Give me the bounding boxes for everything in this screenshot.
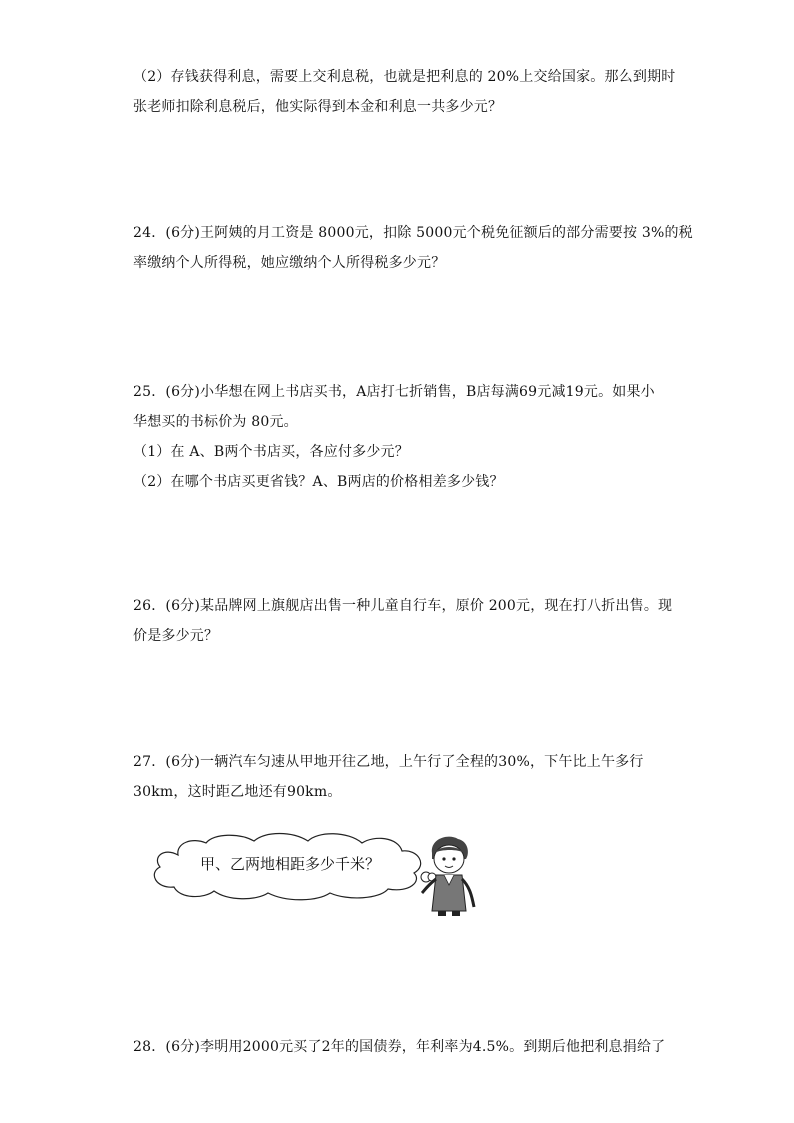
question-text-line: 26．(6分)某品牌网上旗舰店出售一种儿童自行车，原价 200元，现在打八折出售。现: [133, 598, 673, 614]
question-text-line: 华想买的书标价为 80元。: [133, 414, 298, 430]
question-text-line: 率缴纳个人所得税，她应缴纳个人所得税多少元？: [133, 255, 446, 271]
speech-text: 甲、乙两地相距多少千米？: [200, 855, 381, 873]
question-27: [133, 747, 663, 807]
question-26: [133, 591, 673, 651]
question-28: [133, 1032, 666, 1062]
question-text-line: （2）存钱获得利息，需要上交利息税，也就是把利息的 20%上交给国家。那么到期时: [133, 69, 676, 85]
question-text-line: 30km，这时距乙地还有90km。: [133, 784, 342, 800]
speech-bubble: [148, 829, 438, 904]
question-text-line: 25．(6分)小华想在网上书店买书，A店打七折销售，B店每满69元减19元。如果小: [133, 384, 655, 400]
question-text-line: 27．(6分)一辆汽车匀速从甲地开往乙地，上午行了全程的30%，下午比上午多行: [133, 754, 644, 770]
question-text-line: 张老师扣除利息税后，他实际得到本金和利息一共多少元？: [133, 99, 503, 115]
question-24: [133, 218, 693, 278]
sub-question: （2）在哪个书店买更省钱？A、B两店的价格相差多少钱？: [133, 474, 504, 490]
question-23-part-2: [133, 62, 676, 122]
boy-illustration-icon: [418, 833, 480, 917]
sub-question: （1）在 A、B两个书店买，各应付多少元？: [133, 444, 409, 460]
question-text-line: 28．(6分)李明用2000元买了2年的国债券，年利率为4.5%。到期后他把利息捐给了: [133, 1039, 666, 1055]
question-text-line: 价是多少元？: [133, 628, 219, 644]
question-text-line: 24．(6分)王阿姨的月工资是 8000元，扣除 5000元个税免征额后的部分需要按 3%的税: [133, 225, 693, 241]
question-25: [133, 377, 663, 497]
